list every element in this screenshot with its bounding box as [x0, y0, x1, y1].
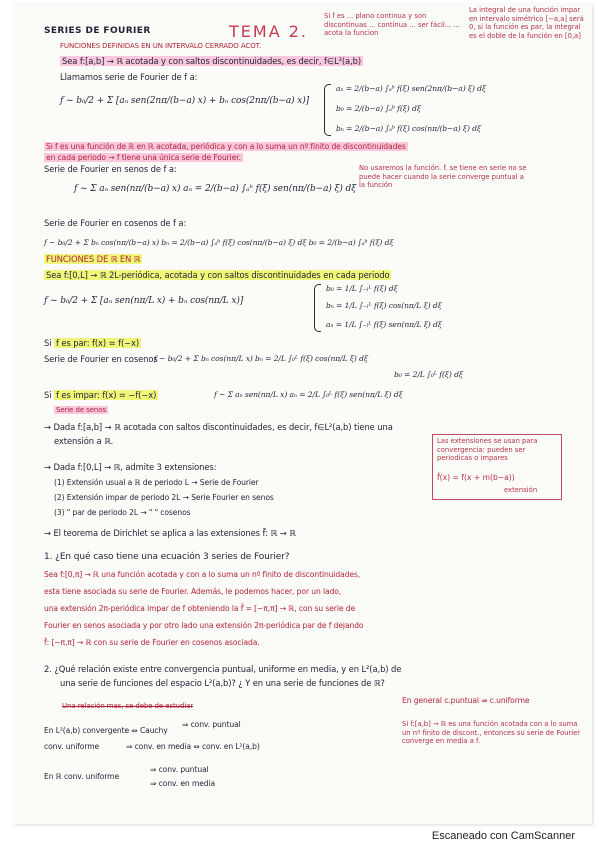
odd-sine-label — [54, 406, 108, 414]
scanner-watermark: Escaneado con CamScanner — [431, 830, 575, 842]
margin-note-top: Si f es ... plano continua y son discontinuas ... continua ... ser fácil... ... acota la funcion — [324, 12, 460, 38]
extension-usual: (1) Extensión usual a ℝ de periodo L → Serie de Fourier — [54, 478, 259, 487]
coef-b0: b₀ = 2/(b−a) ∫ₐᵇ f(ξ) dξ — [336, 104, 421, 113]
def-highlight: Sea f:[a,b] → ℝ acotada y con saltos discontinuidades, es decir, f∈L²(a,b) — [62, 56, 362, 66]
answer-1-line-1: Sea f:[0,π] → ℝ una función acotada y con a lo suma un nº finito de discontinuidades, — [44, 570, 361, 579]
section-periodic-heading — [44, 254, 142, 264]
even-case-line — [44, 338, 141, 348]
periodic-highlight: Si f es una función de ℝ en ℝ acotada, periódica y con a lo suma un nº finito de discontinuidades — [46, 142, 406, 151]
answer-1-line-4: Fourier en senos asociada y por otro lado una extensión 2π-periódica par de f dejando — [44, 621, 364, 630]
periodic-formula: f ~ b₀/2 + Σ [aₙ sen(nπ/L x) + bₙ cos(nπ/L x)] — [44, 296, 244, 306]
extension-line-1: → Dada f:[a,b] → ℝ acotada con saltos discontinuidades, es decir, f∈L²(a,b) tiene una — [44, 422, 393, 432]
even-cosine-formula: f ~ b₀/2 + Σ bₙ cos(nπ/L x) bₙ = 2/L ∫₀ᴸ f(ξ) cos(nπ/L ξ) dξ — [154, 354, 368, 363]
extension-odd: (2) Extensión impar de periodo 2L → Serie Fourier en senos — [54, 493, 274, 502]
odd-sine-highlight: Serie de senos — [56, 406, 106, 414]
cosine-series-intro: Serie de Fourier en cosenos de f a: — [44, 218, 187, 228]
extension-note-formula: f̃(x) = f(x + m(b−a)) — [437, 473, 515, 482]
header-left: SERIES DE FOURIER — [44, 26, 151, 36]
periodic-def-line — [44, 270, 391, 280]
extension-note-label: extensión — [504, 486, 538, 494]
convergence-r-uniform: En ℝ conv. uniforme — [44, 772, 120, 781]
convergence-pointwise-1: ⇒ conv. puntual — [182, 720, 241, 729]
cosine-series-formula: f ~ b₀/2 + Σ bₙ cos(nπ/(b−a) x) bₙ = 2/(b−a) ∫ₐᵇ f(ξ) cos(nπ/(b−a) ξ) dξ b₀ = 2/(b−a) ∫ₐᵇ f(ξ) dξ — [44, 238, 394, 247]
even-case-highlight: f es par: f(x) = f(−x) — [56, 338, 140, 348]
periodic-statement-cont — [44, 153, 243, 162]
margin-note-parity: La integral de una función impar en intervalo simétrico [−a,a] será 0, si la función es par, la integral es el doble de la función en [0,a] — [469, 6, 584, 40]
page-title: TEMA 2. — [229, 22, 308, 41]
periodic-coef-b0: b₀ = 1/L ∫₋ₗᴸ f(ξ) dξ — [326, 284, 398, 293]
dirichlet-line: → El teorema de Dirichlet se aplica a las extensiones f̃: ℝ → ℝ — [44, 528, 296, 538]
convergence-uniform-label: conv. uniforme — [44, 742, 100, 751]
periodic-coef-bn: bₙ = 1/L ∫₋ₗᴸ f(ξ) cos(nπ/L ξ) dξ — [326, 301, 442, 310]
def-line — [60, 56, 363, 66]
convergence-media-l2: ⇒ conv. en media ⇔ conv. en L²(a,b) — [126, 742, 260, 751]
section-defined-heading: FUNCIONES DEFINIDAS EN UN INTERVALO CERRADO ACOT. — [60, 42, 262, 50]
extension-line-2: extensión a ℝ. — [54, 436, 114, 446]
question-2-line-1: 2. ¿Qué relación existe entre convergencia puntual, uniforme en media, y en L²(a,b) de — [44, 664, 402, 674]
odd-case-highlight: f es impar: f(x) = −f(−x) — [56, 390, 157, 400]
margin-note-convergence: No usaremos la función. f. se tiene en serie no se puede hacer cuando la serie converge puntual a la función — [359, 164, 527, 190]
convergence-l2-cauchy: En L²(a,b) convergente ⇔ Cauchy — [44, 726, 168, 735]
odd-case-line — [44, 390, 158, 400]
periodic-statement — [44, 142, 408, 151]
convergence-r-pointwise: ⇒ conv. puntual — [150, 765, 209, 774]
periodic-highlight-cont: en cada periodo → f tiene una única serie de Fourier. — [46, 153, 241, 162]
even-cosine-label: Serie de Fourier en cosenos — [44, 354, 158, 364]
sine-series-intro: Serie de Fourier en senos de f a: — [44, 164, 177, 174]
periodic-def-highlight: Sea f:[0,L] → ℝ 2L-periódica, acotada y con saltos discontinuidades en cada periodo — [46, 270, 390, 280]
even-b0: b₀ = 2/L ∫₀ᴸ f(ξ) dξ — [394, 370, 463, 379]
extension-even: (3) " par de periodo 2L → " " cosenos — [54, 508, 191, 517]
margin-note-media: Si f:[a,b] → ℝ es una función acotada con a lo suma un nº finito de discont., entonces su serie de Fourier converge en media a f. — [402, 720, 581, 746]
general-note: En general c.puntual ⇏ c.uniforme — [402, 696, 530, 705]
coef-bn: bₙ = 2/(b−a) ∫ₐᵇ f(ξ) cos(nπ/(b−a) ξ) dξ — [336, 124, 482, 133]
answer-1-line-5: f̃: [−π,π] → ℝ con su serie de Fourier en cosenos asociada. — [44, 638, 260, 647]
odd-sine-formula: f ~ Σ aₙ sen(nπ/L x) aₙ = 2/L ∫₀ᴸ f(ξ) sen(nπ/L ξ) dξ — [214, 390, 403, 399]
convergence-r-media: ⇒ conv. en media — [150, 779, 216, 788]
periodic-coef-brace — [314, 284, 321, 332]
three-extensions-line: → Dada f:[0,L] → ℝ, admite 3 extensiones: — [44, 462, 217, 472]
periodic-coef-an: aₙ = 1/L ∫₋ₗᴸ f(ξ) sen(nπ/L ξ) dξ — [326, 320, 442, 329]
coef-an: aₙ = 2/(b−a) ∫ₐᵇ f(ξ) sen(2nπ/(b−a) ξ) dξ — [336, 84, 486, 93]
question-1: 1. ¿En qué caso tiene una ecuación 3 series de Fourier? — [44, 552, 290, 562]
question-2-line-2: una serie de funciones del espacio L²(a,b)? ¿ Y en una serie de funciones de ℝ? — [60, 678, 385, 688]
fourier-series-intro: Llamamos serie de Fourier de f a: — [60, 72, 198, 82]
extension-note-text: Las extensiones se usan para convergencia: pueden ser periodicas o impares — [437, 437, 538, 463]
section-periodic-highlight: FUNCIONES DE ℝ EN ℝ — [46, 254, 141, 264]
even-case-prefix: Si — [44, 338, 52, 348]
answer-1-line-3: una extensión 2π-periódica impar de f obteniendo la f̃ = [−π,π] → ℝ, con su serie de — [44, 604, 356, 613]
notebook-page — [14, 4, 592, 824]
answer-1-line-2: esta tiene asociada su serie de Fourier. Además, le podemos hacer, por un lado, — [44, 587, 342, 596]
struck-note: Una relación mas, se debe de estudiar — [62, 702, 194, 710]
fourier-formula: f ~ b₀/2 + Σ [aₙ sen(2nπ/(b−a) x) + bₙ cos(2nπ/(b−a) x)] — [60, 96, 310, 106]
odd-case-prefix: Si — [44, 390, 52, 400]
sine-series-formula: f ~ Σ aₙ sen(nπ/(b−a) x) aₙ = 2/(b−a) ∫ₐᵇ f(ξ) sen(nπ/(b−a) ξ) dξ — [74, 184, 357, 194]
coefficients-brace — [324, 84, 331, 136]
